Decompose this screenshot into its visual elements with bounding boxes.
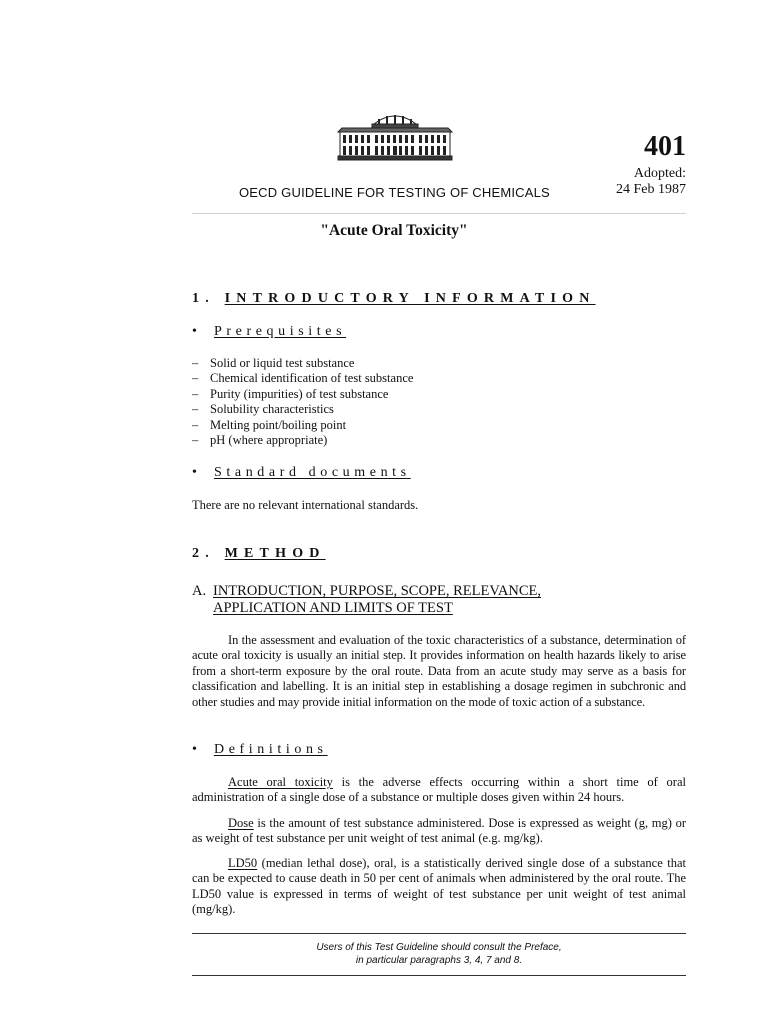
definitions-title: Definitions	[214, 742, 328, 757]
list-item: – pH (where appropriate)	[192, 433, 328, 448]
definition-text: is the adverse effects occurring within a short time of oral administration of a single dose of a substance or multiple doses given within 24 hours.	[192, 775, 686, 805]
adopted-date: 24 Feb 1987	[616, 182, 686, 197]
section-1-heading	[192, 291, 596, 307]
list-item: – Melting point/boiling point	[192, 417, 347, 432]
bullet-icon: •	[192, 742, 197, 757]
document-number: 401	[644, 131, 686, 162]
footer-top-rule	[192, 933, 686, 934]
subsection-a-letter: A.	[192, 583, 207, 599]
adopted-label: Adopted:	[633, 166, 686, 181]
footer-line-2: in particular paragraphs 3, 4, 7 and 8.	[355, 955, 523, 966]
bullet-icon: •	[192, 324, 197, 339]
standard-documents-heading	[192, 465, 411, 481]
definition-term: Dose	[228, 816, 254, 830]
definition-term: Acute oral toxicity	[228, 775, 333, 789]
prerequisites-title: Prerequisites	[214, 324, 347, 339]
guideline-heading: OECD GUIDELINE FOR TESTING OF CHEMICALS	[239, 185, 550, 200]
footer-bottom-rule	[192, 975, 686, 976]
section-1-title: INTRODUCTORY INFORMATION	[224, 291, 596, 306]
section-2-title: METHOD	[224, 546, 326, 561]
standard-documents-text: There are no relevant international standards.	[192, 498, 419, 512]
subsection-a-heading	[192, 583, 541, 617]
section-2-number: 2.	[192, 546, 215, 561]
prerequisites-heading	[192, 324, 346, 340]
definitions-heading	[192, 742, 328, 758]
definition-text: (median lethal dose), oral, is a statistically derived single dose of a substance that can be expected to cause death in 50 per cent of animals when administered by the oral route. The LD50 value is expressed in terms of weight of test substance per unit weight of test animal (mg/kg).	[192, 856, 686, 917]
document-title	[0, 222, 768, 240]
definition-ld50	[192, 856, 686, 918]
definition-dose	[192, 816, 686, 847]
definition-term: LD50	[228, 856, 258, 870]
intro-paragraph: In the assessment and evaluation of the toxic characteristics of a substance, determination of acute oral toxicity is usually an initial step. It provides information on health hazards likely to arise from a short-term exposure by the oral route. Data from an acute study may serve as a basis for classification and labelling. It is an initial step in establishing a dosage regimen in subchronic and other studies and may provide initial information on the mode of toxic action of a substance.	[192, 633, 686, 709]
definition-text: is the amount of test substance administered. Dose is expressed as weight (g, mg) or as weight of test substance per unit weight of test animal (e.g. mg/kg).	[192, 816, 686, 846]
section-1-number: 1.	[192, 291, 215, 306]
list-item: – Solubility characteristics	[192, 402, 334, 417]
bullet-icon: •	[192, 465, 197, 480]
adoption-info	[616, 166, 686, 198]
list-item: – Solid or liquid test substance	[192, 356, 355, 370]
header-divider	[192, 213, 686, 214]
section-2-heading	[192, 546, 326, 562]
prerequisites-list	[192, 356, 413, 448]
subsection-a-title-line1: INTRODUCTION, PURPOSE, SCOPE, RELEVANCE,	[213, 583, 542, 599]
footer-note	[192, 941, 686, 967]
footer-line-1: Users of this Test Guideline should consult the Preface,	[316, 942, 562, 953]
definition-acute-oral-toxicity	[192, 775, 686, 806]
standard-documents-title: Standard documents	[214, 465, 411, 480]
oecd-chateau-logo-icon	[334, 110, 456, 162]
list-item: – Chemical identification of test substance	[192, 371, 414, 386]
document-title-text: "Acute Oral Toxicity"	[320, 222, 468, 239]
list-item: – Purity (impurities) of test substance	[192, 386, 389, 401]
subsection-a-title-line2: APPLICATION AND LIMITS OF TEST	[213, 600, 453, 616]
